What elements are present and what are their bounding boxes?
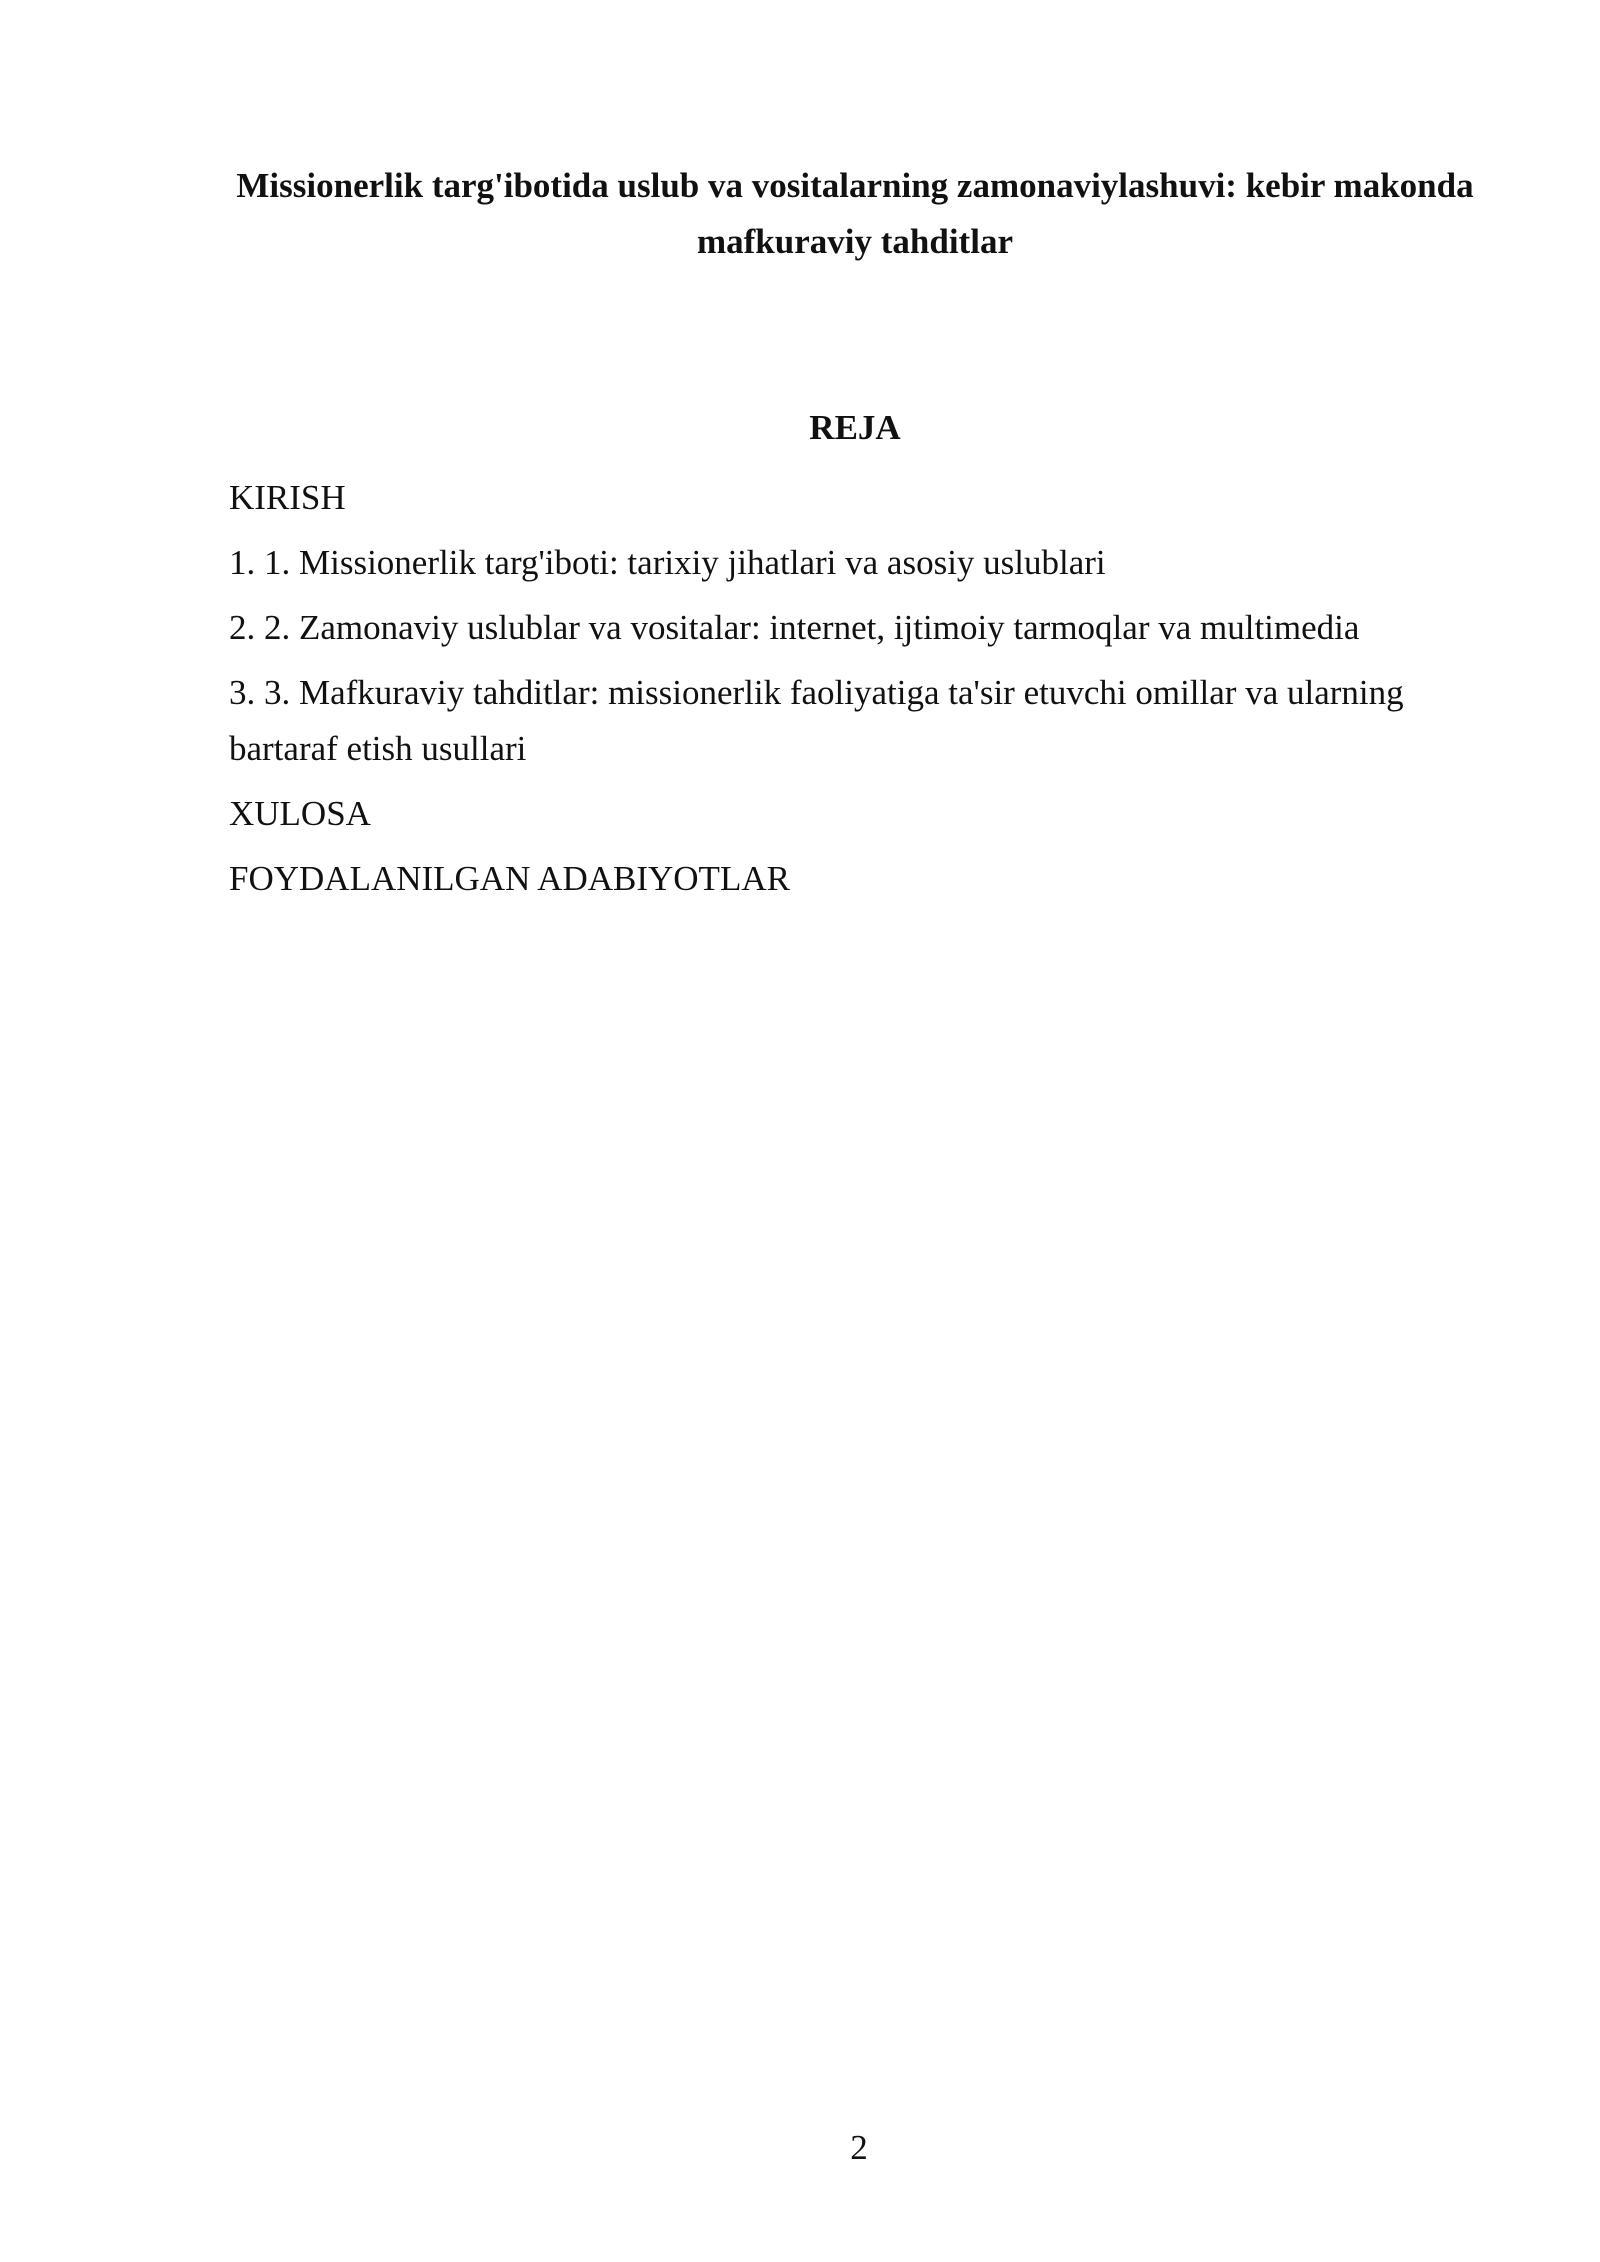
document-title: Missionerlik targ'ibotida uslub va vositalarning zamonaviylashuvi: kebir makonda mafkuraviy tahditlar xyxy=(236,166,1474,261)
plan-item-introduction: KIRISH xyxy=(229,478,346,517)
plan-item-chapter-3: 3. 3. Mafkuraviy tahditlar: missionerlik faoliyatiga ta'sir etuvchi omillar va ularning bartaraf etish usullari xyxy=(229,673,1404,768)
plan-item-chapter-1: 1. 1. Missionerlik targ'iboti: tarixiy jihatlari va asosiy uslublari xyxy=(229,543,1106,582)
plan-heading: REJA xyxy=(809,408,901,447)
plan-list xyxy=(229,470,1479,916)
page-number: 2 xyxy=(850,2128,868,2167)
plan-item-references: FOYDALANILGAN ADABIYOTLAR xyxy=(229,859,790,898)
plan-item-conclusion: XULOSA xyxy=(229,794,371,833)
plan-item-chapter-2: 2. 2. Zamonaviy uslublar va vositalar: internet, ijtimoiy tarmoqlar va multimedia xyxy=(229,608,1360,647)
